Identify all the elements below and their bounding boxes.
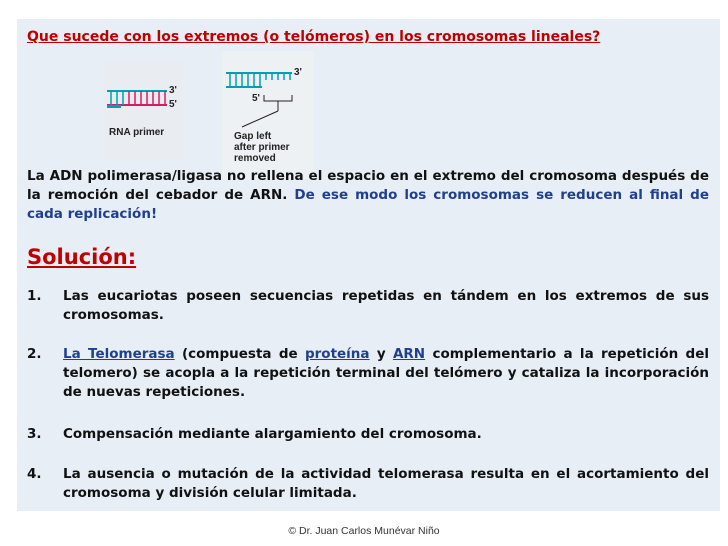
explanation-text: La ADN polimerasa/ligasa no rellena el espacio en el extremo del cromosoma después de la remoción del cebador de ARN. (27, 168, 709, 203)
explanation-paragraph (27, 167, 709, 224)
end-3-label: 3' (169, 85, 177, 96)
end-5-label: 5' (169, 99, 177, 110)
slide (17, 19, 720, 511)
end-3-label: 3' (294, 67, 302, 78)
item-text: Las eucariotas poseen secuencias repetidas en tándem en los extremos de sus cromosomas. (63, 288, 709, 323)
item-text: La Telomerasa (compuesta de proteína y ARN complementario a la repetición del telomero) se acopla a la repetición terminal del telómero y cataliza la incorporación de nuevas repeticiones. (63, 346, 709, 400)
solution-heading: Solución: (27, 245, 137, 269)
rna-primer-diagram (103, 61, 185, 161)
item-number: 1. (27, 288, 42, 304)
item-text: La ausencia o mutación de la actividad telomerasa resulta en el acortamiento del cromosoma y división celular limitada. (63, 466, 709, 501)
gap-label-line1: Gap left (234, 131, 272, 142)
rna-primer-label: RNA primer (109, 127, 165, 138)
item-number: 2. (27, 346, 42, 362)
proteina-link[interactable]: proteína (304, 346, 370, 362)
gap-label-line2: after primer (234, 142, 290, 153)
rna-primer-svg (103, 61, 185, 161)
end-5-label: 5' (252, 93, 260, 104)
item-number: 4. (27, 466, 42, 482)
footer-credit: © Dr. Juan Carlos Munévar Niño (288, 525, 440, 537)
gap-label-line3: removed (234, 153, 276, 164)
explanation-highlight: De ese modo los cromosomas se reducen al final de cada replicación! (27, 187, 709, 222)
item-number: 3. (27, 426, 42, 442)
telomerasa-link[interactable]: La Telomerasa (63, 346, 175, 362)
arn-link[interactable]: ARN (392, 346, 426, 362)
item-text: Compensación mediante alargamiento del cromosoma. (63, 426, 482, 442)
slide-title: Que sucede con los extremos (o telómeros) en los cromosomas lineales? (27, 29, 601, 45)
gap-diagram (222, 51, 314, 179)
